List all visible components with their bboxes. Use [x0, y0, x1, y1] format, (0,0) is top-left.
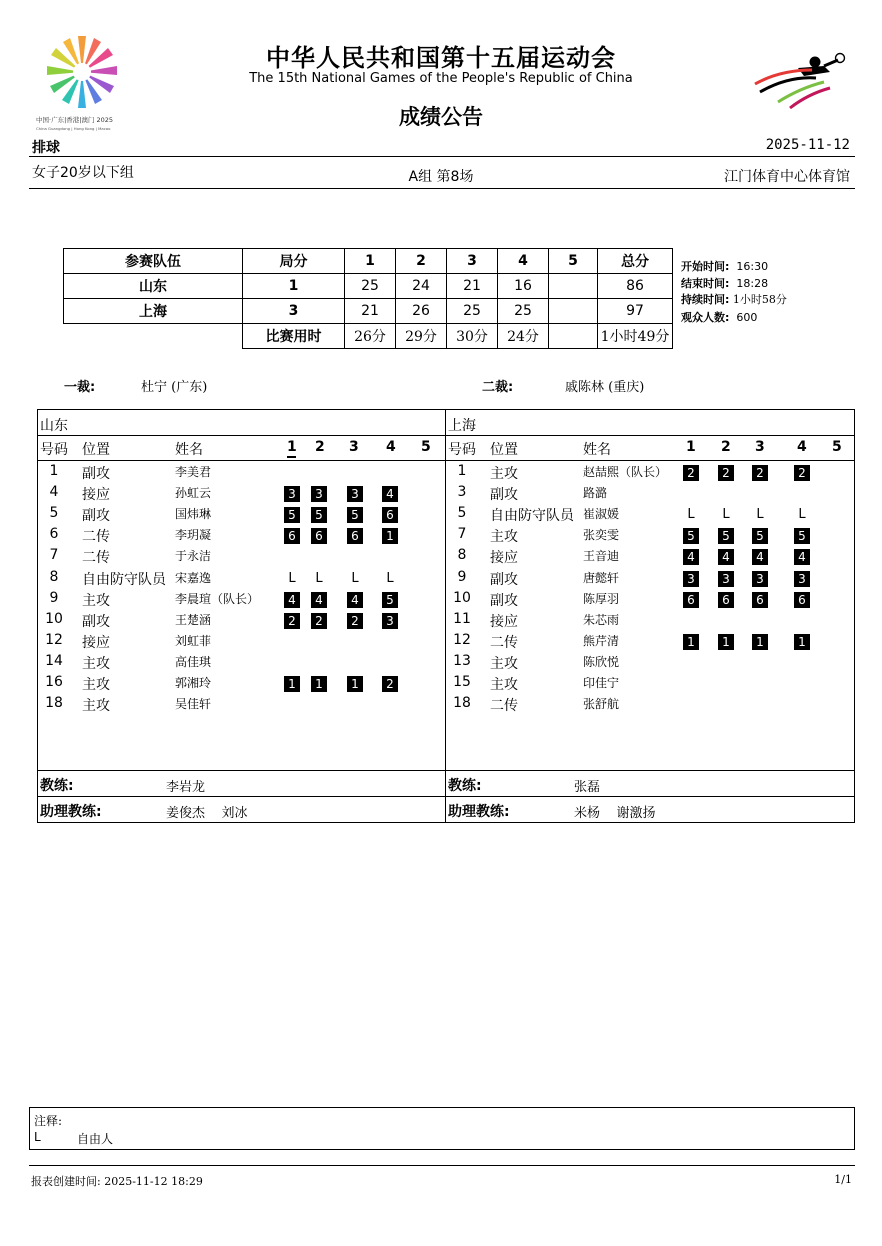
player-position: 二传 — [82, 529, 110, 546]
score-header-team: 参赛队伍 — [64, 249, 243, 274]
starting-position-marker: 3 — [284, 486, 300, 502]
duration-spacer — [64, 324, 243, 349]
player-row — [446, 463, 852, 484]
spectators-value: 600 — [736, 311, 758, 324]
starting-position-marker: 4 — [311, 592, 327, 608]
player-position: 主攻 — [82, 655, 110, 672]
round-label: A组 第8场 — [408, 169, 474, 185]
player-row — [446, 632, 852, 653]
starting-position-marker: 5 — [683, 528, 699, 544]
player-row — [38, 484, 444, 505]
player-row — [38, 590, 444, 611]
player-name: 郭湘玲 — [175, 676, 212, 690]
header-number: 号码 — [448, 442, 476, 458]
duration-set1: 26分 — [345, 324, 396, 349]
starting-position-marker: 1 — [382, 528, 398, 544]
player-row — [38, 526, 444, 547]
player-position: 副攻 — [82, 466, 110, 482]
document-title: 成绩公告 — [399, 105, 483, 129]
team-name-right: 上海 — [448, 418, 476, 434]
score-set1: 21 — [345, 299, 396, 324]
coach-name: 李岩龙 — [166, 780, 206, 795]
coach-label: 教练: — [448, 778, 482, 794]
player-number: 4 — [49, 484, 59, 501]
player-position: 接应 — [490, 550, 518, 567]
player-row — [38, 547, 444, 568]
player-position: 二传 — [490, 634, 518, 651]
starting-position-marker: 6 — [752, 592, 768, 608]
coach-label: 教练: — [40, 778, 74, 794]
starting-position-marker: 4 — [347, 592, 363, 608]
score-team: 山东 — [64, 274, 243, 299]
starting-position-marker: 2 — [718, 465, 734, 481]
player-number: 1 — [49, 463, 59, 479]
coach-line — [37, 770, 855, 771]
player-name: 李美君 — [175, 465, 212, 479]
header-position: 位置 — [490, 442, 518, 458]
starting-position-marker: 3 — [794, 571, 810, 587]
header-set4: 4 — [797, 439, 807, 455]
player-number: 6 — [49, 526, 59, 543]
assistant-line — [37, 796, 855, 797]
player-name: 高佳琪 — [175, 654, 212, 669]
score-set5 — [549, 274, 598, 299]
player-number: 13 — [453, 652, 471, 669]
notes-meaning: 自由人 — [77, 1132, 114, 1146]
player-name: 唐懿轩 — [583, 570, 620, 585]
player-name: 李晨瑄（队长） — [175, 591, 260, 606]
games-title-cn: 中华人民共和国第十五届运动会 — [266, 44, 616, 72]
player-name: 王音迪 — [583, 549, 620, 564]
player-name: 于永洁 — [175, 549, 212, 564]
player-row — [38, 463, 444, 484]
header-name: 姓名 — [175, 442, 203, 458]
player-number: 9 — [49, 589, 59, 606]
score-sets-won: 1 — [243, 274, 345, 299]
score-total: 97 — [598, 299, 673, 324]
starting-position-marker: 3 — [752, 571, 768, 587]
player-row — [38, 505, 444, 526]
libero-marker: L — [687, 507, 695, 523]
player-row — [38, 674, 444, 695]
player-number: 18 — [45, 695, 63, 712]
coach-name: 张磊 — [574, 780, 601, 795]
assistant-coach-label: 助理教练: — [40, 804, 102, 820]
header-set4: 4 — [386, 439, 396, 455]
score-set2: 26 — [396, 299, 447, 324]
player-position: 主攻 — [82, 592, 110, 609]
notes-box — [29, 1107, 855, 1150]
player-row — [446, 695, 852, 716]
score-set5 — [549, 299, 598, 324]
player-row — [38, 632, 444, 653]
player-number: 8 — [49, 568, 59, 585]
starting-position-marker: 6 — [284, 528, 300, 544]
starting-position-marker: 5 — [347, 507, 363, 523]
player-position: 副攻 — [82, 508, 110, 525]
score-set1: 25 — [345, 274, 396, 299]
end-time — [681, 275, 768, 291]
starting-position-marker: 3 — [718, 571, 734, 587]
player-position: 二传 — [82, 550, 110, 567]
player-number: 9 — [457, 568, 467, 585]
player-number: 15 — [453, 674, 471, 690]
player-name: 刘虹菲 — [175, 633, 212, 648]
svg-text:China Guangdong | Hong Kong |: China Guangdong | Hong Kong | Macao — [36, 126, 111, 131]
notes-symbol: L — [34, 1130, 41, 1144]
score-header-total: 总分 — [598, 249, 673, 274]
score-set3: 25 — [447, 299, 498, 324]
header-set2: 2 — [721, 439, 731, 455]
player-position: 接应 — [82, 487, 110, 504]
player-position: 自由防守队员 — [82, 571, 166, 588]
player-position: 副攻 — [490, 592, 518, 609]
second-referee-label: 二裁: — [482, 380, 514, 395]
starting-position-marker: 4 — [794, 549, 810, 565]
starting-position-marker: 2 — [347, 613, 363, 629]
starting-position-marker: 3 — [382, 613, 398, 629]
player-row — [446, 505, 852, 526]
player-number: 12 — [453, 631, 471, 648]
player-number: 11 — [453, 610, 471, 627]
starting-position-marker: 6 — [718, 592, 734, 608]
player-number: 7 — [457, 526, 467, 543]
player-number: 18 — [453, 695, 471, 712]
player-name: 国炜琳 — [175, 507, 212, 522]
duration-label: 比赛用时 — [243, 324, 345, 349]
score-set4: 16 — [498, 274, 549, 299]
score-header-set1: 1 — [345, 249, 396, 274]
player-position: 主攻 — [490, 529, 518, 546]
player-name: 王楚涵 — [175, 612, 212, 627]
header-set5: 5 — [421, 439, 431, 455]
duration-set4: 24分 — [498, 324, 549, 349]
player-row — [38, 653, 444, 674]
report-created-time: 报表创建时间: 2025-11-12 18:29 — [31, 1175, 203, 1188]
starting-position-marker: 6 — [683, 592, 699, 608]
player-position: 副攻 — [490, 487, 518, 504]
player-name: 路潞 — [583, 486, 608, 501]
header-set1-underline — [287, 456, 296, 458]
player-row — [38, 611, 444, 632]
starting-position-marker: 4 — [683, 549, 699, 565]
spectators — [681, 309, 757, 325]
player-name: 张舒航 — [583, 697, 620, 712]
player-name: 宋嘉逸 — [175, 570, 212, 585]
header-number: 号码 — [40, 442, 68, 458]
player-position: 接应 — [490, 613, 518, 630]
player-name: 崔淑媛 — [583, 507, 620, 522]
player-name: 熊芹清 — [583, 633, 620, 648]
start-time — [681, 258, 768, 274]
player-position: 副攻 — [82, 613, 110, 630]
starting-position-marker: 3 — [683, 571, 699, 587]
libero-marker: L — [722, 507, 730, 523]
header-set5: 5 — [832, 439, 842, 455]
player-number: 3 — [457, 484, 467, 501]
roster-title-line — [37, 435, 855, 436]
score-header-sets: 局分 — [243, 249, 345, 274]
score-table — [63, 248, 673, 349]
starting-position-marker: 5 — [311, 507, 327, 523]
libero-marker: L — [315, 570, 323, 586]
end-time-label: 结束时间: — [681, 277, 730, 290]
libero-marker: L — [386, 570, 394, 586]
page-number: 1/1 — [834, 1173, 852, 1186]
player-number: 10 — [45, 610, 63, 627]
player-name: 印佳宁 — [583, 676, 620, 690]
player-position: 主攻 — [490, 677, 518, 693]
player-row — [446, 547, 852, 568]
player-row — [38, 569, 444, 590]
assistant-coach-label: 助理教练: — [448, 804, 510, 820]
player-number: 14 — [45, 652, 63, 669]
player-name: 孙虹云 — [175, 486, 212, 501]
header-name: 姓名 — [583, 442, 611, 458]
score-total: 86 — [598, 274, 673, 299]
score-header-set5: 5 — [549, 249, 598, 274]
player-number: 16 — [45, 674, 63, 690]
duration-time-label: 持续时间: — [681, 293, 730, 306]
player-row — [446, 484, 852, 505]
first-referee: 杜宁 (广东) — [141, 380, 208, 395]
spectators-label: 观众人数: — [681, 311, 730, 324]
header-set3: 3 — [755, 439, 765, 455]
footer-divider — [29, 1165, 855, 1166]
starting-position-marker: 1 — [311, 676, 327, 692]
player-position: 接应 — [82, 634, 110, 651]
player-name: 陈厚羽 — [583, 591, 620, 606]
match-date: 2025-11-12 — [765, 137, 850, 153]
player-row — [446, 526, 852, 547]
player-row — [446, 611, 852, 632]
player-name: 朱芯雨 — [583, 612, 620, 627]
sport-label: 排球 — [32, 140, 60, 156]
category-label: 女子20岁以下组 — [32, 165, 134, 181]
start-time-label: 开始时间: — [681, 260, 730, 273]
end-time-value: 18:28 — [736, 277, 769, 290]
svg-text:中国·广东|香港|澳门 2025: 中国·广东|香港|澳门 2025 — [36, 116, 114, 124]
starting-position-marker: 3 — [347, 486, 363, 502]
duration-time-value: 1小时58分 — [732, 293, 787, 306]
score-header-set2: 2 — [396, 249, 447, 274]
starting-position-marker: 5 — [794, 528, 810, 544]
player-number: 1 — [457, 463, 467, 479]
starting-position-marker: 5 — [752, 528, 768, 544]
starting-position-marker: 4 — [752, 549, 768, 565]
assistant-coach-names: 姜俊杰 刘冰 — [166, 806, 248, 821]
header-set1: 1 — [287, 439, 297, 455]
duration-time — [681, 291, 787, 307]
player-name: 吴佳轩 — [175, 697, 212, 712]
starting-position-marker: 1 — [683, 634, 699, 650]
player-position: 主攻 — [490, 655, 518, 672]
team-name-left: 山东 — [40, 418, 68, 434]
player-number: 5 — [49, 505, 59, 522]
player-number: 5 — [457, 505, 467, 522]
starting-position-marker: 6 — [794, 592, 810, 608]
starting-position-marker: 1 — [347, 676, 363, 692]
player-position: 主攻 — [82, 677, 110, 693]
player-row — [446, 569, 852, 590]
score-set3: 21 — [447, 274, 498, 299]
player-position: 主攻 — [490, 466, 518, 482]
starting-position-marker: 5 — [382, 592, 398, 608]
player-row — [38, 695, 444, 716]
starting-position-marker: 1 — [284, 676, 300, 692]
starting-position-marker: 1 — [718, 634, 734, 650]
assistant-coach-names: 米杨 谢激扬 — [574, 806, 656, 821]
first-referee-label: 一裁: — [64, 380, 96, 395]
venue-label: 江门体育中心体育馆 — [724, 169, 850, 185]
libero-marker: L — [288, 570, 296, 586]
score-header-row — [64, 249, 673, 274]
player-number: 10 — [453, 589, 471, 606]
libero-marker: L — [798, 507, 806, 523]
starting-position-marker: 6 — [347, 528, 363, 544]
starting-position-marker: 2 — [683, 465, 699, 481]
player-row — [446, 674, 852, 695]
starting-position-marker: 5 — [718, 528, 734, 544]
starting-position-marker: 4 — [718, 549, 734, 565]
header-set2: 2 — [315, 439, 325, 455]
starting-position-marker: 2 — [752, 465, 768, 481]
player-number: 12 — [45, 631, 63, 648]
starting-position-marker: 2 — [794, 465, 810, 481]
player-name: 张奕雯 — [583, 528, 620, 543]
libero-marker: L — [351, 570, 359, 586]
player-row — [446, 590, 852, 611]
libero-marker: L — [756, 507, 764, 523]
player-row — [446, 653, 852, 674]
duration-set3: 30分 — [447, 324, 498, 349]
duration-total: 1小时49分 — [598, 324, 673, 349]
player-position: 二传 — [490, 698, 518, 715]
header-position: 位置 — [82, 442, 110, 458]
player-position: 自由防守队员 — [490, 508, 574, 525]
score-set4: 25 — [498, 299, 549, 324]
score-set2: 24 — [396, 274, 447, 299]
score-sets-won: 3 — [243, 299, 345, 324]
duration-set2: 29分 — [396, 324, 447, 349]
starting-position-marker: 1 — [794, 634, 810, 650]
header-set1: 1 — [686, 439, 696, 455]
player-position: 主攻 — [82, 698, 110, 715]
score-row — [64, 274, 673, 299]
starting-position-marker: 3 — [311, 486, 327, 502]
duration-set5 — [549, 324, 598, 349]
roster-header-line — [37, 460, 855, 461]
player-name: 李玥凝 — [175, 528, 212, 543]
starting-position-marker: 2 — [382, 676, 398, 692]
score-header-set4: 4 — [498, 249, 549, 274]
starting-position-marker: 5 — [284, 507, 300, 523]
starting-position-marker: 1 — [752, 634, 768, 650]
score-team: 上海 — [64, 299, 243, 324]
starting-position-marker: 6 — [311, 528, 327, 544]
notes-label: 注释: — [34, 1114, 63, 1128]
starting-position-marker: 4 — [284, 592, 300, 608]
player-name: 陈欣悦 — [583, 654, 620, 669]
player-number: 7 — [49, 547, 59, 564]
header-divider — [29, 156, 855, 157]
second-referee: 戚陈林 (重庆) — [565, 380, 645, 395]
starting-position-marker: 2 — [311, 613, 327, 629]
starting-position-marker: 4 — [382, 486, 398, 502]
duration-row — [64, 324, 673, 349]
player-position: 副攻 — [490, 571, 518, 588]
player-number: 8 — [457, 547, 467, 564]
start-time-value: 16:30 — [736, 260, 769, 273]
score-row — [64, 299, 673, 324]
score-header-set3: 3 — [447, 249, 498, 274]
header-divider-2 — [29, 188, 855, 189]
starting-position-marker: 2 — [284, 613, 300, 629]
starting-position-marker: 6 — [382, 507, 398, 523]
games-title-en: The 15th National Games of the People's Republic of China — [249, 71, 633, 86]
player-name: 赵喆熙（队长） — [583, 465, 668, 479]
header-set3: 3 — [349, 439, 359, 455]
